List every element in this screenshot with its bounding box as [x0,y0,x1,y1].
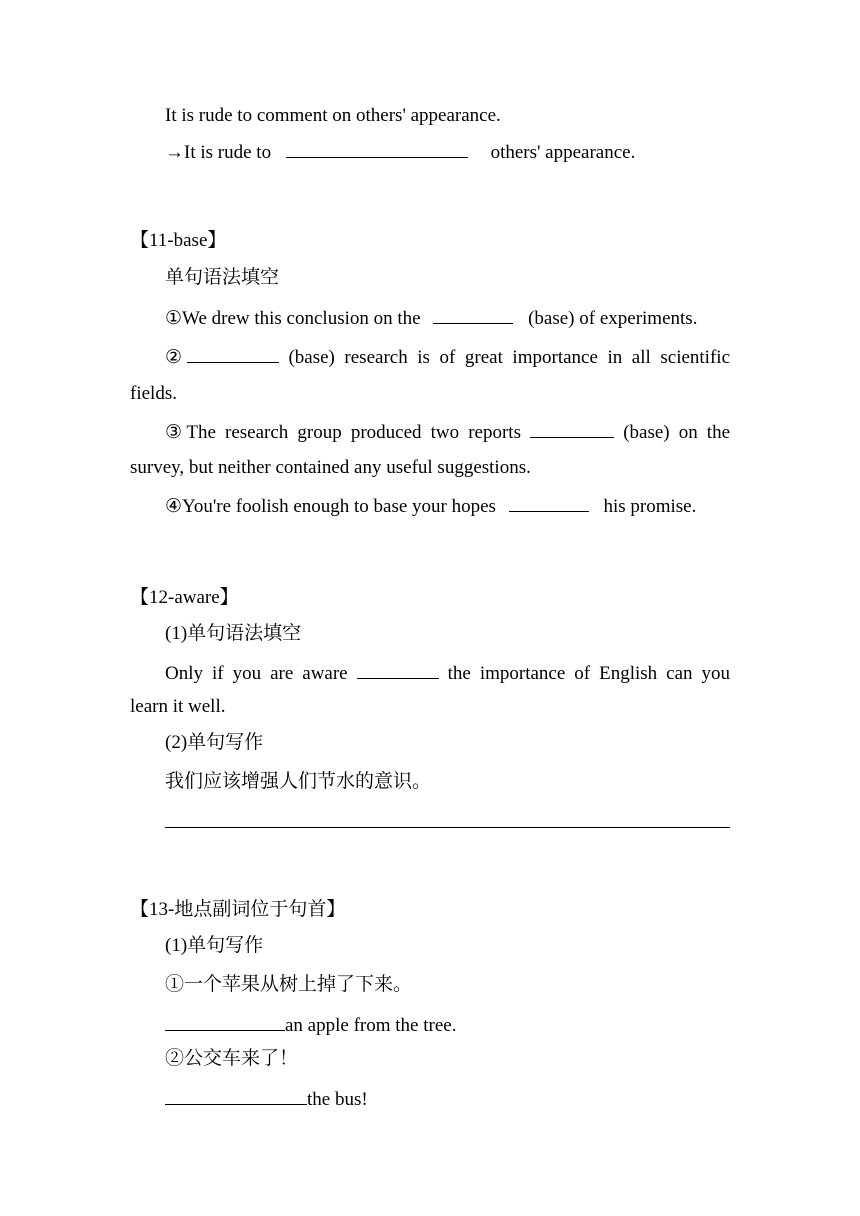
answer-text: an apple from the tree. [285,1015,457,1036]
question-text: Only if you are aware [165,663,348,684]
answer-blank[interactable] [165,1012,285,1031]
answer-line[interactable] [165,827,730,828]
instruction: 单句语法填空 [165,267,280,288]
section-heading: 【11-base】 [130,230,227,251]
section-heading: 【12-aware】 [130,587,239,608]
section-heading: 【13-地点副词位于句首】 [130,899,346,920]
original-sentence: It is rude to comment on others' appearance. [165,105,501,126]
answer-blank[interactable] [530,419,614,438]
question-2 [165,344,730,370]
answer-blank[interactable] [509,493,589,512]
rewrite-prefix: →It is rude to [165,142,272,163]
writing-prompt: ①一个苹果从树上掉了下来。 [165,974,413,995]
question-text: his promise. [603,496,697,517]
question-text: (base) on the [623,422,731,443]
question-3 [165,419,730,445]
answer-blank[interactable] [165,1086,307,1105]
question-aware [165,660,730,686]
question-3-continuation: survey, but neither contained any useful suggestions. [130,457,531,478]
answer-blank[interactable] [286,139,468,158]
question-number: ② [165,347,187,368]
answer-blank[interactable] [433,305,513,324]
question-text: ④You're foolish enough to base your hopes [165,496,496,517]
question-text: ③The research group produced two reports [165,422,521,443]
answer-line-2 [165,1086,368,1112]
rewrite-suffix: others' appearance. [490,142,636,163]
question-1 [165,305,697,331]
part-label: (1)单句写作 [165,935,264,956]
question-2-continuation: fields. [130,383,177,404]
writing-prompt: ②公交车来了！ [165,1048,299,1069]
question-aware-continuation: learn it well. [130,696,226,717]
answer-blank[interactable] [187,344,279,363]
question-text: ①We drew this conclusion on the [165,308,421,329]
part-label: (2)单句写作 [165,732,264,753]
rewrite-sentence [165,139,635,165]
part-label: (1)单句语法填空 [165,623,302,644]
question-4 [165,493,696,519]
question-text: (base) research is of great importance in all scientific [288,347,730,368]
answer-line-1 [165,1012,456,1038]
question-text: the importance of English can you [447,663,731,684]
answer-text: the bus! [307,1089,368,1110]
writing-prompt: 我们应该增强人们节水的意识。 [165,771,432,792]
question-text: (base) of experiments. [528,308,698,329]
answer-blank[interactable] [357,660,439,679]
